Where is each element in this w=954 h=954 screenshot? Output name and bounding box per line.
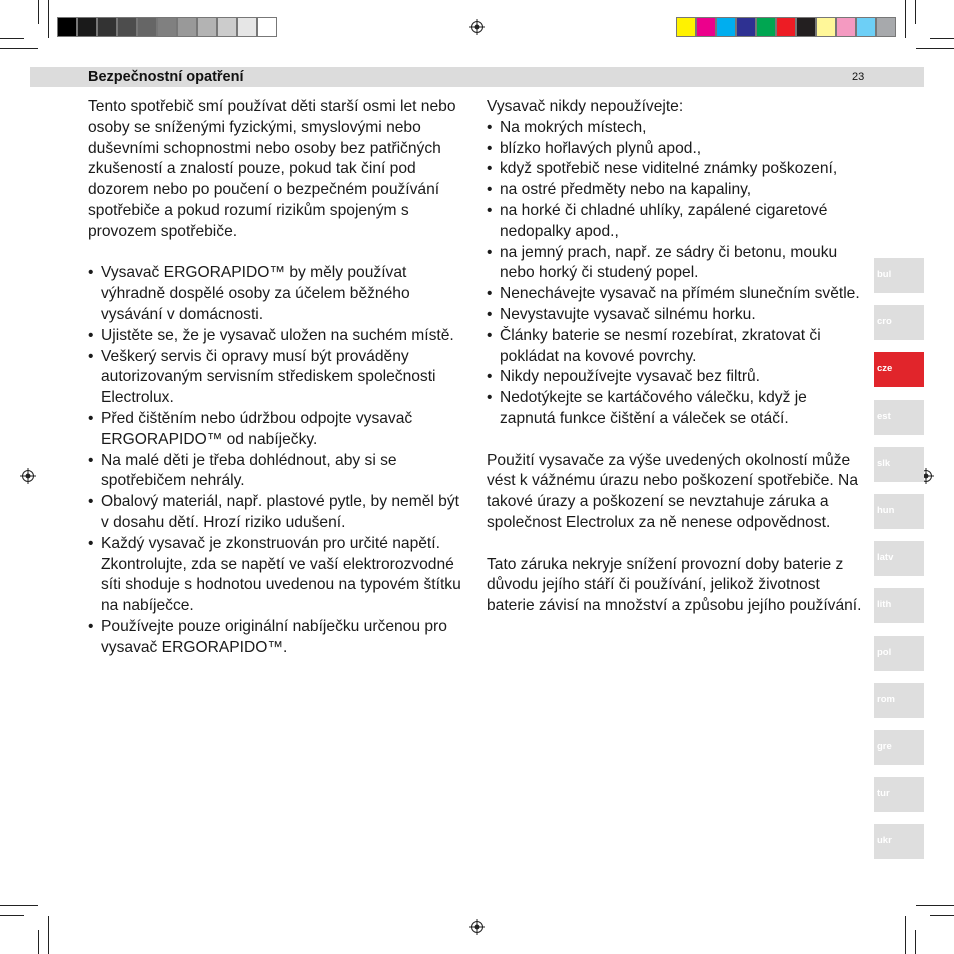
color-swatch bbox=[197, 17, 217, 37]
language-tab-lith[interactable]: lith bbox=[874, 588, 924, 623]
right-bullet-item: • na ostré předměty nebo na kapaliny, bbox=[487, 180, 865, 201]
right-bullet-item: • Nedotýkejte se kartáčového válečku, když je zapnutá funkce čištění a váleček se otáčí. bbox=[487, 388, 865, 430]
color-swatch bbox=[217, 17, 237, 37]
warranty-paragraph: Tato záruka nekryje snížení provozní doby baterie z důvodu jejího stáří či používání, jelikož životnost baterie závisí na množství a způsobu jejího používání. bbox=[487, 555, 862, 615]
color-swatch bbox=[237, 17, 257, 37]
language-tab-hun[interactable]: hun bbox=[874, 494, 924, 529]
language-tab-latv[interactable]: latv bbox=[874, 541, 924, 576]
color-swatch bbox=[816, 17, 836, 37]
right-bullet-item: • když spotřebič nese viditelné známky poškození, bbox=[487, 159, 865, 180]
color-swatch bbox=[177, 17, 197, 37]
color-swatch bbox=[97, 17, 117, 37]
color-swatch bbox=[756, 17, 776, 37]
right-bullet-item: • Nikdy nepoužívejte vysavač bez filtrů. bbox=[487, 367, 865, 388]
color-swatch bbox=[736, 17, 756, 37]
color-swatch bbox=[716, 17, 736, 37]
color-swatch bbox=[157, 17, 177, 37]
warning-paragraph: Použití vysavače za výše uvedených okolností může vést k vážnému úrazu nebo poškození spotřebiče. Na takové úrazy a poškození se nevztahuje záruka a společnost Electrolux za ně nenese odpovědnost. bbox=[487, 451, 858, 531]
language-tab-ukr[interactable]: ukr bbox=[874, 824, 924, 859]
right-bullet-item: • Články baterie se nesmí rozebírat, zkratovat či pokládat na kovové povrchy. bbox=[487, 326, 865, 368]
color-swatch bbox=[137, 17, 157, 37]
color-swatch bbox=[856, 17, 876, 37]
process-color-bar bbox=[676, 17, 896, 37]
left-bullet-item: • Používejte pouze originální nabíječku určenou pro vysavač ERGORAPIDO™. bbox=[88, 617, 470, 659]
color-swatch bbox=[57, 17, 77, 37]
color-swatch bbox=[836, 17, 856, 37]
color-swatch bbox=[776, 17, 796, 37]
registration-mark-icon bbox=[469, 919, 485, 935]
color-swatch bbox=[796, 17, 816, 37]
left-column bbox=[88, 97, 470, 659]
grayscale-color-bar bbox=[57, 17, 277, 37]
language-tab-tur[interactable]: tur bbox=[874, 777, 924, 812]
section-title: Bezpečnostní opatření bbox=[88, 69, 244, 85]
color-swatch bbox=[676, 17, 696, 37]
intro-paragraph: Tento spotřebič smí používat děti starší osmi let nebo osoby se sníženými fyzickými, smyslovými nebo duševními schopnostmi nebo osoby bez patřičných zkušeností a znalostí pouze, pokud tak činí pod dozorem nebo po poučení o bezpečném používání spotřebiče a pokud rozumí rizikům spojeným s provozem spotřebiče. bbox=[88, 98, 456, 240]
left-bullet-item: • Ujistěte se, že je vysavač uložen na suchém místě. bbox=[88, 326, 470, 347]
left-bullet-item: • Na malé děti je třeba dohlédnout, aby si se spotřebičem nehrály. bbox=[88, 451, 470, 493]
right-bullet-item: • Nenechávejte vysavač na přímém slunečním světle. bbox=[487, 284, 865, 305]
language-tab-est[interactable]: est bbox=[874, 400, 924, 435]
language-tab-slk[interactable]: slk bbox=[874, 447, 924, 482]
left-bullet-item: • Každý vysavač je zkonstruován pro určité napětí. Zkontrolujte, zda se napětí ve vaší elektrorozvodné síti shoduje s hodnotou uvedenou na typovém štítku na nabíječce. bbox=[88, 534, 470, 617]
page-number: 23 bbox=[852, 71, 865, 83]
left-bullet-list bbox=[88, 263, 470, 658]
right-bullet-item: • na horké či chladné uhlíky, zapálené cigaretové nedopalky apod., bbox=[487, 201, 865, 243]
left-bullet-item: • Vysavač ERGORAPIDO™ by měly používat výhradně dospělé osoby za účelem běžného vysávání v domácnosti. bbox=[88, 263, 470, 325]
language-tab-pol[interactable]: pol bbox=[874, 636, 924, 671]
language-tab-gre[interactable]: gre bbox=[874, 730, 924, 765]
right-bullet-item: • Na mokrých místech, bbox=[487, 118, 865, 139]
never-use-title: Vysavač nikdy nepoužívejte: bbox=[487, 98, 684, 115]
color-swatch bbox=[117, 17, 137, 37]
language-tab-bul[interactable]: bul bbox=[874, 258, 924, 293]
color-swatch bbox=[257, 17, 277, 37]
color-swatch bbox=[77, 17, 97, 37]
right-bullet-item: • Nevystavujte vysavač silnému horku. bbox=[487, 305, 865, 326]
left-bullet-item: • Před čištěním nebo údržbou odpojte vysavač ERGORAPIDO™ od nabíječky. bbox=[88, 409, 470, 451]
color-swatch bbox=[696, 17, 716, 37]
registration-mark-icon bbox=[20, 468, 36, 484]
language-tab-cro[interactable]: cro bbox=[874, 305, 924, 340]
right-bullet-item: • blízko hořlavých plynů apod., bbox=[487, 139, 865, 160]
registration-mark-icon bbox=[469, 19, 485, 35]
right-column bbox=[487, 97, 865, 617]
language-tab-cze[interactable]: cze bbox=[874, 352, 924, 387]
right-bullet-item: • na jemný prach, např. ze sádry či betonu, mouku nebo horký či studený popel. bbox=[487, 243, 865, 285]
left-bullet-item: • Veškerý servis či opravy musí být prováděny autorizovaným servisním střediskem společnosti Electrolux. bbox=[88, 347, 470, 409]
language-tab-rom[interactable]: rom bbox=[874, 683, 924, 718]
color-swatch bbox=[876, 17, 896, 37]
left-bullet-item: • Obalový materiál, např. plastové pytle, by neměl být v dosahu dětí. Hrozí riziko udušení. bbox=[88, 492, 470, 534]
right-bullet-list bbox=[487, 118, 865, 430]
